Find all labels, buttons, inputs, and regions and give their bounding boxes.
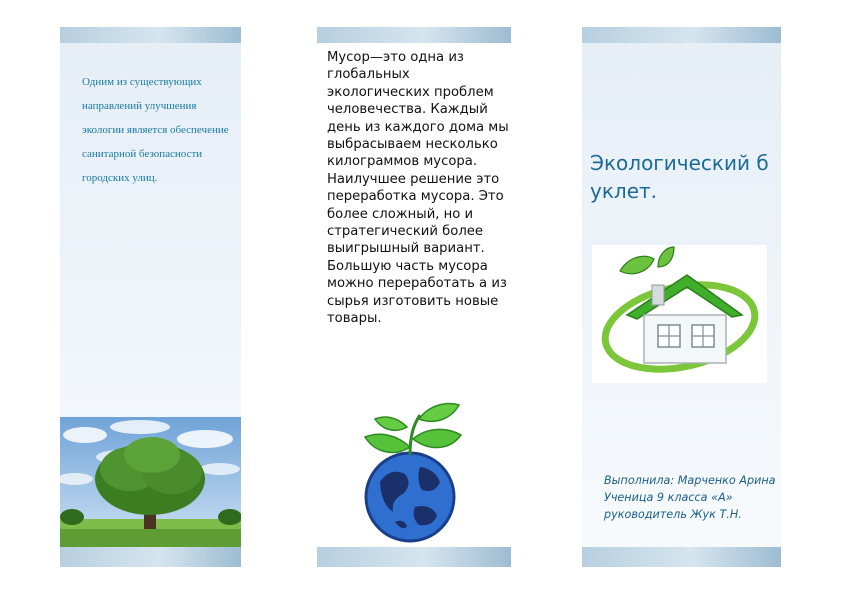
author-credit: Выполнила: Марченко Арина Ученица 9 класса «А» руководитель Жук Т.Н.: [604, 474, 776, 521]
panel-bottom-band: [317, 547, 511, 567]
brochure-panel-left: [60, 27, 241, 567]
tree-photo: [60, 417, 241, 547]
panel-top-band: [582, 27, 781, 43]
panel-bottom-band: [582, 547, 781, 567]
brochure-panel-right: [582, 27, 781, 567]
panel-top-band: [60, 27, 241, 43]
left-panel-text: Одним из существующих направлений улучшения экологии является обеспечение санитарной безопасности городских улиц.: [82, 76, 229, 184]
globe-sprout-icon: [335, 397, 485, 547]
brochure-title: Экологический буклет.: [590, 151, 769, 203]
brochure-panel-middle: [317, 27, 511, 567]
panel-top-band: [317, 27, 511, 43]
middle-panel-text: Мусор—это одна из глобальных экологических проблем человечества. Каждый день из каждого дома мы выбрасываем несколько килограммов мусора. Наилучшее решение это переработка мусора. Это более сложный, но и стратегический более выигрышный вариант. Большую часть мусора можно переработать а из сырья изготовить новые товары.: [327, 50, 509, 327]
eco-house-icon: [592, 245, 767, 383]
panel-bottom-band: [60, 547, 241, 567]
